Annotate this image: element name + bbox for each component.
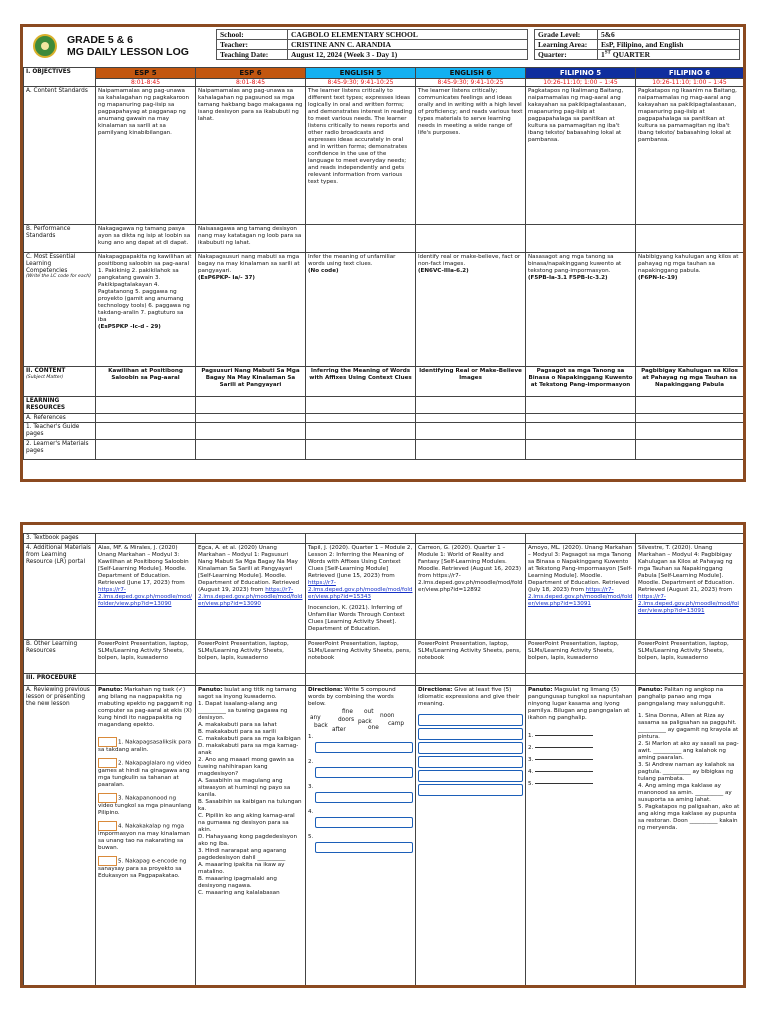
references-label: A. References	[24, 413, 96, 423]
reference-text: Silvestre, T. (2020). Unang Markahan – Modyul 4: Pagbibigay Kahulugan sa Kilos at Pahayag ng mga Tauhan sa Napakinggang Pabula [Self-Learning Module]. Moodle. Department of Education. Retrieved (August 21, 2023) from	[638, 545, 735, 593]
empty-cell	[416, 534, 526, 544]
exercise-item: 1. Sina Donna, Allen at Riza ay sasama sa paligsahan sa pagguhit.	[638, 713, 737, 726]
answer-blank[interactable]	[535, 740, 593, 748]
instruction-label: Panuto:	[98, 687, 123, 693]
performance-esp6: Naisasagawa ang tamang desisyon nang may katatagan ng loob para sa ikabubuti ng lahat.	[196, 225, 306, 253]
lesson-log-page-2	[20, 522, 746, 988]
answer-list	[418, 714, 523, 796]
word: fine	[342, 709, 353, 715]
answer-box[interactable]	[98, 793, 117, 803]
quarter-value	[598, 50, 740, 60]
instruction-text: Write 5 compound words by combining the words below.	[308, 687, 396, 707]
answer-line	[308, 834, 413, 853]
empty-cell	[526, 439, 636, 459]
empty-cell	[526, 397, 636, 414]
answer-box[interactable]	[98, 737, 117, 747]
empty-cell	[306, 674, 416, 686]
competency-text: Nakapagsusuri nang mabuti sa mga bagay na may kinalaman sa sarili at pangyayari.	[198, 254, 300, 274]
textbook-label: 3. Textbook pages	[24, 534, 96, 544]
instruction-text: Markahan ng tsek (✓) ang bilang na nagpapakita ng mabuting epekto ng paggamit ng computer sa pag-aaral at ekis (X) kung hindi ito nagpapakita ng magandang epekto.	[98, 687, 193, 728]
grade-label: Grade Level:	[535, 30, 598, 40]
word: camp	[388, 721, 405, 727]
option: A. makakabuti para sa lahat	[198, 722, 277, 728]
procedure-heading: III. PROCEDURE	[24, 674, 96, 686]
competency-text: Nabibigyang kahulugan ang kilos at pahayag ng mga tauhan sa napakinggang pabula.	[638, 254, 739, 274]
answer-number: 3.	[308, 784, 314, 790]
empty-cell	[636, 397, 744, 414]
exercise-item: 5. Pagkatapos ng paligsahan, ako at ang aking mga kaklase ay pupunta sa restoran. Doon __________ kakain ng meryenda.	[638, 804, 740, 831]
empty-cell	[636, 423, 744, 440]
performance-english6	[416, 225, 526, 253]
quarter-word: QUARTER	[610, 50, 650, 59]
instruction-label: Panuto:	[528, 687, 553, 693]
answer-number: 4.	[308, 809, 314, 815]
review-filipino5	[526, 686, 636, 986]
empty-cell	[96, 534, 196, 544]
reference-text: Egca, A. et al. (2020) Unang Markahan – Modyul 1: Pagsusuri Nang Mabuti Sa Mga Bagay Na May Kinalaman Sa Sarili at Pangyayari [Self-Learning Module]. Moodle. Department of Education. Retrieved (August 19, 2023) from	[198, 545, 300, 593]
content-english6: Identifying Real or Make-Believe Images	[416, 367, 526, 397]
answer-line	[308, 809, 413, 828]
competency-code: (F5PB-Ia-3.1 F5PB-Ic-3.2)	[528, 275, 608, 281]
empty-cell	[96, 397, 196, 414]
other-filipino6: PowerPoint Presentation, laptop, SLMs/Learning Activity Sheets, bolpen, lapis, kuwaderno	[636, 640, 744, 674]
reference-text: Amoyo, ML. (2020). Unang Markahan – Modyul 3: Pagsagot sa mga Tanong sa Binasa o Napakinggang Kuwento at Tekstong Pang-impormasyon [Self-Learning Module]. Moodle. Department of Education. Retrieved (July 18, 2023) from	[528, 545, 633, 593]
area-label: Learning Area:	[535, 40, 598, 50]
answer-number: 2.	[528, 745, 534, 751]
title-log: MG DAILY LESSON LOG	[67, 46, 189, 58]
empty-cell	[196, 674, 306, 686]
empty-cell	[96, 423, 196, 440]
empty-cell	[196, 423, 306, 440]
review-english6	[416, 686, 526, 986]
instruction-text: Give at least five (5) idiomatic expressions and give their meaning.	[418, 687, 520, 707]
date-value: August 12, 2024 (Week 3 - Day 1)	[288, 50, 528, 60]
competency-code: (EN6VC-IIIa-6.2)	[418, 268, 469, 274]
review-english5	[306, 686, 416, 986]
empty-cell	[526, 423, 636, 440]
answer-number: 5.	[528, 781, 534, 787]
competency-code: (No code)	[308, 268, 339, 274]
question: 1. Dapat isaalang-alang ang __________ sa tuwing gagawa ng desisyon.	[198, 701, 288, 721]
empty-cell	[96, 674, 196, 686]
learning-resources-label: LEARNING RESOURCES	[24, 397, 96, 414]
content-standard-filipino6: Pagkatapos ng Ikaanim na Baitang, naipamamalas ng mag-aaral ang kakayahan sa pakikipagtalastasan, mapanuring pag-iisip at pagpapahalaga sa panitikan at kultura sa pamamagitan ng iba't ibang teksto/ babasahing lokal at pambansa.	[636, 87, 744, 225]
date-label: Teaching Date:	[217, 50, 288, 60]
reference-text: Tapil, J. (2020). Quarter 1 – Module 2, Lesson 2: Inferring the Meaning of Words with Affixes Using Context Clues [Self-Learning Module] Retrieved (June 15, 2023) from	[308, 545, 413, 579]
reference-extra: Inocencion, K. (2021). Inferring of Unfamiliar Words Through Context Clues [Learning Activity Sheet]. Department of Education.	[308, 605, 405, 632]
answer-blank[interactable]	[535, 776, 593, 784]
content-filipino5: Pagsagot sa mga Tanong sa Binasa o Napakinggang Kuwento at Tekstong Pang-impormasyon	[526, 367, 636, 397]
checklist-item	[98, 821, 193, 852]
competency-esp5	[96, 253, 196, 367]
answer-line	[528, 764, 598, 776]
quarter-number: 1	[601, 50, 605, 59]
competency-text: Nasasagot ang mga tanong sa binasa/napakinggang kuwento at tekstong pang-impormasyon.	[528, 254, 622, 274]
word: back	[314, 723, 328, 729]
performance-standards-label: B. Performance Standards	[24, 225, 96, 253]
reference-link[interactable]: https://r7-2.lms.deped.gov.ph/moodle/mod/folder/view.php?id=13091	[528, 587, 633, 607]
reference-link[interactable]: https://r7-2.lms.deped.gov.ph/moodle/mod/folder/view.php?id=13090	[198, 587, 303, 607]
reference-link[interactable]: https://r7-2.lms.deped.gov.ph/moodle/mod/folder/view.php?id=13090	[98, 587, 192, 607]
checklist-item	[98, 758, 193, 789]
other-esp6: PowerPoint Presentation, laptop, SLMs/Learning Activity Sheets, bolpen, lapis, kuwaderno	[196, 640, 306, 674]
answer-box[interactable]	[315, 742, 413, 753]
answer-box[interactable]	[418, 770, 523, 782]
empty-cell	[416, 423, 526, 440]
empty-cell	[96, 413, 196, 423]
content-standard-english6: The learner listens critically; communicates feelings and ideas orally and in writing with a high level of proficiency; and reads various text types materials to serve learning needs in meeting a wide range of life's purposes.	[416, 87, 526, 225]
area-value: EsP, Filipino, and English	[598, 40, 740, 50]
answer-box[interactable]	[418, 742, 523, 754]
reference-link[interactable]: https://r7-2.lms.deped.gov.ph/moodle/mod/folder/view.php?id=15343	[308, 580, 413, 600]
title-grade: GRADE 5 & 6	[67, 34, 133, 46]
empty-cell	[306, 534, 416, 544]
answer-box[interactable]	[315, 842, 413, 853]
answer-line	[528, 728, 598, 740]
word: any	[310, 715, 321, 721]
instruction-label: Panuto:	[198, 687, 223, 693]
performance-filipino5	[526, 225, 636, 253]
answer-box[interactable]	[315, 792, 413, 803]
subject-esp6: ESP 6	[196, 68, 306, 79]
word: doors	[338, 717, 355, 723]
teacher-value: CRISTINE ANN C. ARANDIA	[288, 40, 528, 50]
time-esp5: 8:01-8:45	[96, 79, 196, 87]
time-english6: 8:45-9:30; 9:41-10:25	[416, 79, 526, 87]
instruction-label: Directions:	[308, 687, 343, 693]
instruction-label: Panuto:	[638, 687, 663, 693]
review-esp5	[96, 686, 196, 986]
competency-text: Infer the meaning of unfamiliar words using text clues.	[308, 254, 396, 267]
empty-cell	[416, 413, 526, 423]
additional-english5	[306, 544, 416, 640]
lesson-log-page-1	[20, 24, 746, 482]
empty-cell	[636, 439, 744, 459]
checklist-text: 4. Nakakakalap ng mga impormasyon na may kinalaman sa unang tao na nakarating sa buwan.	[98, 823, 190, 851]
performance-english5	[306, 225, 416, 253]
content-standard-esp6: Naipamamalas ang pag-unawa sa kahalagahan ng pagsunod sa mga tamang hakbang bago makagawa ng isang desisyon para sa ikabubuti ng lahat.	[196, 87, 306, 225]
answer-box[interactable]	[418, 728, 523, 740]
answer-blank[interactable]	[535, 764, 593, 772]
competency-code: (F6PN-Ic-19)	[638, 275, 678, 281]
competency-code: (EsP6PKP- Ia/- 37)	[198, 275, 255, 281]
answer-line	[528, 740, 598, 752]
option: C. Pipiliin ko ang aking kamag-aral na gumawa ng desisyon para sa akin.	[198, 813, 295, 833]
content-standard-filipino5: Pagkatapos ng Ikalimang Baitang, naipamamalas ng mag-aaral ang kakayahan sa pakikipagtalastasan, mapanuring pag-iisip at pagpapahalaga sa panitikan at kultura sa pamamagitan ng iba't ibang teksto/ babasahing lokal at pambansa.	[526, 87, 636, 225]
exercise-item: 3. Si Andrew naman ay kalahok sa pagtula. __________ ay bibigkas ng tulang pambata.	[638, 762, 735, 782]
competency-code: (EsP5PKP -Ic-d - 29)	[98, 324, 161, 330]
empty-cell	[196, 439, 306, 459]
content-label	[24, 367, 96, 397]
review-filipino6	[636, 686, 744, 986]
empty-cell	[636, 674, 744, 686]
school-label: School:	[217, 30, 288, 40]
answer-blank[interactable]	[535, 752, 593, 760]
answer-blank[interactable]	[535, 728, 593, 736]
empty-cell	[636, 413, 744, 423]
answer-number: 1.	[308, 734, 314, 740]
option: A. maaaring ipakita na ikaw ay matalino.	[198, 862, 285, 875]
answer-number: 1.	[528, 733, 534, 739]
additional-filipino5	[526, 544, 636, 640]
content-esp6: Pagsusuri Nang Mabuti Sa Mga Bagay Na May Kinalaman Sa Sarili at Pangyayari	[196, 367, 306, 397]
checklist-text: 2. Nakapaglalaro ng video games at hindi na ginagawa ang mga tungkulin sa tahanan at paaralan.	[98, 760, 192, 788]
answer-number: 5.	[308, 834, 314, 840]
additional-filipino6	[636, 544, 744, 640]
word: out	[364, 709, 374, 715]
competencies-label	[24, 253, 96, 367]
learner-materials-label: 2. Learner's Materials pages	[24, 439, 96, 459]
quarter-label: Quarter:	[535, 50, 598, 60]
answer-number: 2.	[308, 759, 314, 765]
answer-number: 4.	[528, 769, 534, 775]
time-filipino5: 10:26-11:10; 1:00 – 1:45	[526, 79, 636, 87]
competency-text: Nakapagpapakita ng kawilihan at positibong saloobin sa pag-aaral 1. Pakikinig 2. pakikilahok sa pangkatang gawain 3. Pakikipagtalakayan 4. Pagtatanong 5. paggawa ng proyekto (gamit ang anumang technology tools) 6. paggawa ng takdang-aralin 7. pagtuturo sa iba	[98, 254, 192, 323]
competency-esp6	[196, 253, 306, 367]
competency-text: Identify real or make-believe, fact or non-fact images.	[418, 254, 521, 267]
answer-line	[528, 776, 598, 788]
document-title	[67, 34, 189, 58]
checklist-item	[98, 737, 193, 754]
additional-esp6	[196, 544, 306, 640]
content-esp5: Kawilihan at Positibong Saloobin sa Pag-aaral	[96, 367, 196, 397]
time-esp6: 8:01-8:45	[196, 79, 306, 87]
word: noon	[380, 713, 395, 719]
empty-cell	[306, 439, 416, 459]
empty-cell	[196, 534, 306, 544]
answer-number: 3.	[528, 757, 534, 763]
content-filipino6: Pagbibigay Kahulugan sa Kilos at Pahayag ng mga Tauhan sa Napakinggang Pabula	[636, 367, 744, 397]
teacher-label: Teacher:	[217, 40, 288, 50]
question: 3. Hindi nararapat ang agarang pagdedesisyon dahil __________	[198, 848, 287, 861]
answer-box[interactable]	[418, 756, 523, 768]
other-filipino5: PowerPoint Presentation, laptop, SLMs/Learning Activity Sheets, bolpen, lapis, kuwaderno	[526, 640, 636, 674]
grade-value: 5&6	[598, 30, 740, 40]
instruction-label: Directions:	[418, 687, 453, 693]
empty-cell	[196, 413, 306, 423]
option: C. makakabuti para sa mga kaibigan	[198, 736, 301, 742]
checklist-text: 1. Nakapagsasaliksik para sa takdang aralin.	[98, 739, 192, 753]
option: A. Sasabihin sa magulang ang sitwasyon at huminqi ng payo sa kanila.	[198, 778, 291, 798]
answer-line	[308, 784, 413, 803]
performance-filipino6	[636, 225, 744, 253]
review-esp6	[196, 686, 306, 986]
answer-line	[308, 759, 413, 778]
school-info-table	[216, 29, 528, 60]
instruction-text: Magsulat ng limang (5) pangungusap tungkol sa napuntahan ninyong lugar kasama ang iyong pamilya. Bilugan ang pangngalan at ikahon ng panghalip.	[528, 687, 633, 721]
word: pack	[358, 719, 372, 725]
quarter-suffix: ST	[604, 50, 611, 56]
content-label-text: II. CONTENT	[26, 368, 66, 374]
subject-english6: ENGLISH 6	[416, 68, 526, 79]
review-label: A. Reviewing previous lesson or presenting the new lesson	[24, 686, 96, 986]
content-standard-english5: The learner listens critically to different text types; expresses ideas logically in oral and written forms; and demonstrates interest in reading to meet various needs. The learner listens critically to news reports and other radio broadcasts and expresses ideas accurately in oral and in written forms; demonstrates confidence in the use of the language to meet everyday needs; and reads independently and gets relevant information from various text types.	[306, 87, 416, 225]
document-header	[23, 27, 743, 65]
answer-line	[308, 734, 413, 753]
answer-box[interactable]	[418, 784, 523, 796]
competency-filipino5	[526, 253, 636, 367]
competencies-label-text: C. Most Essential Learning Competencies	[26, 254, 76, 274]
competency-filipino6	[636, 253, 744, 367]
content-note: (Subject Matter)	[26, 374, 64, 380]
empty-cell	[526, 534, 636, 544]
lesson-grid-page-2	[23, 533, 744, 986]
lesson-grid-page-1	[23, 67, 744, 460]
competency-english5	[306, 253, 416, 367]
objectives-heading: I. OBJECTIVES	[24, 68, 96, 87]
content-standards-label: A. Content Standards	[24, 87, 96, 225]
other-esp5: PowerPoint Presentation, laptop, SLMs/Learning Activity Sheets, bolpen, lapis, kuwaderno	[96, 640, 196, 674]
answer-box[interactable]	[418, 714, 523, 726]
empty-cell	[96, 439, 196, 459]
empty-cell	[306, 423, 416, 440]
additional-english6	[416, 544, 526, 640]
subject-english5: ENGLISH 5	[306, 68, 416, 79]
subject-esp5: ESP 5	[96, 68, 196, 79]
question: 2. Ano ang maaari mong gawin sa tuwing nahihirapan kang magdesisyon?	[198, 757, 294, 777]
school-value: CAGBOLO ELEMENTARY SCHOOL	[288, 30, 528, 40]
checklist-item	[98, 856, 193, 880]
content-english5: Inferring the Meaning of Words with Affixes Using Context Clues	[306, 367, 416, 397]
empty-cell	[416, 439, 526, 459]
time-filipino6: 10:26-11:10; 1:00 – 1:45	[636, 79, 744, 87]
option: D. makakabuti para sa mga kamag- anak	[198, 743, 299, 756]
empty-cell	[306, 397, 416, 414]
instruction-text: Palitan ng angkop na panghalip panao ang mga pangngalang may salungguhit.	[638, 687, 726, 707]
option: B. maaaring ipagmalaki ang desisyong nagawa.	[198, 876, 277, 889]
answer-box[interactable]	[98, 758, 117, 768]
empty-cell	[196, 397, 306, 414]
empty-cell	[416, 674, 526, 686]
empty-cell	[416, 397, 526, 414]
checklist-text: 5. Nakapag e-encode ng sanaysay para sa proyekto sa Edukasyon sa Pagpapakatao.	[98, 858, 187, 879]
subject-filipino5: FILIPINO 5	[526, 68, 636, 79]
school-seal-icon	[33, 34, 57, 58]
exercise-item: __________ ay gagamit ng krayola at pintura.	[638, 727, 739, 740]
other-english5: PowerPoint Presentation, laptop, SLMs/Learning Activity Sheets, pens, notebook	[306, 640, 416, 674]
checklist-item	[98, 793, 193, 817]
answer-box[interactable]	[98, 856, 117, 866]
checklist-text: 3. Nakapanonood ng video tungkol sa mga pinaunlang Pilipino.	[98, 795, 192, 816]
empty-cell	[636, 534, 744, 544]
other-resources-label: B. Other Learning Resources	[24, 640, 96, 674]
teacher-guide-label: 1. Teacher's Guide pages	[24, 423, 96, 440]
option: B. Sasabihin sa kaibigan na tulungan ka.	[198, 799, 302, 812]
option: C. maaaring ang kalalabasan	[198, 890, 280, 896]
answer-list	[528, 728, 598, 788]
empty-cell	[306, 413, 416, 423]
exercise-item: 2. Si Marlon at ako ay sasali sa pag-awit. __________ ang kalahok ng aming paaralan.	[638, 741, 739, 761]
word: after	[332, 727, 346, 733]
content-standard-esp5: Naipamamalas ang pag-unawa sa kahalagahan ng pagkakaroon ng mapanuring pag-iisip sa pagpapahayag at pagganap ng anumang gawain na may kinalaman sa sarili at sa pamilyang kinabibilangan.	[96, 87, 196, 225]
other-english6: PowerPoint Presentation, laptop, SLMs/Learning Activity Sheets, pens, notebook	[416, 640, 526, 674]
word-bank	[308, 708, 413, 732]
word: one	[368, 725, 379, 731]
empty-cell	[526, 674, 636, 686]
grade-info-table	[534, 29, 740, 60]
answer-box[interactable]	[315, 767, 413, 778]
exercise-item: 4. Ang aming mga kaklase ay manonood sa amin. __________ ay susuporta sa aming lahat.	[638, 783, 732, 803]
reference-text: Alas, MF. & Mirales, J. (2020) Unang Markahan – Modyul 3: Kawilihan at Positibong Saloobin [Self-Learning Module]. Moodle. Department of Education. Retrieved (June 17, 2023) from	[98, 545, 189, 586]
performance-esp5: Nakagagawa ng tamang pasya ayon sa dikta ng isip at loobin sa kung ano ang dapat at di dapat.	[96, 225, 196, 253]
answer-box[interactable]	[98, 821, 117, 831]
instruction-text: Isulat ang titik ng tamang sagot sa inyong kuwaderno.	[198, 687, 297, 700]
option: D. Hahayaang kong pagdedesisyon ako ng iba.	[198, 834, 298, 847]
subject-filipino6: FILIPINO 6	[636, 68, 744, 79]
answer-box[interactable]	[315, 817, 413, 828]
additional-esp5	[96, 544, 196, 640]
time-english5: 8:45-9:30; 9:41-10:25	[306, 79, 416, 87]
reference-text: Carreon, G. (2020). Quarter 1 – Module 1: World of Reality and Fantasy [Self-Learning Modules. Moodle. Retrieved (August 16, 2023) from https://r7-2.lms.deped.gov.ph/moodle/mod/folder/view.php?id=12892	[418, 545, 523, 593]
reference-link[interactable]: https://r7-2.lms.deped.gov.ph/moodle/mod/folder/view.php?id=13091	[638, 594, 739, 614]
empty-cell	[526, 413, 636, 423]
competencies-note: (Write the LC code for each)	[26, 274, 91, 280]
competency-english6	[416, 253, 526, 367]
answer-line	[528, 752, 598, 764]
option: B. makakabuti para sa sarili	[198, 729, 276, 735]
additional-materials-label: 4. Additional Materials from Learning Resource (LR) portal	[24, 544, 96, 640]
